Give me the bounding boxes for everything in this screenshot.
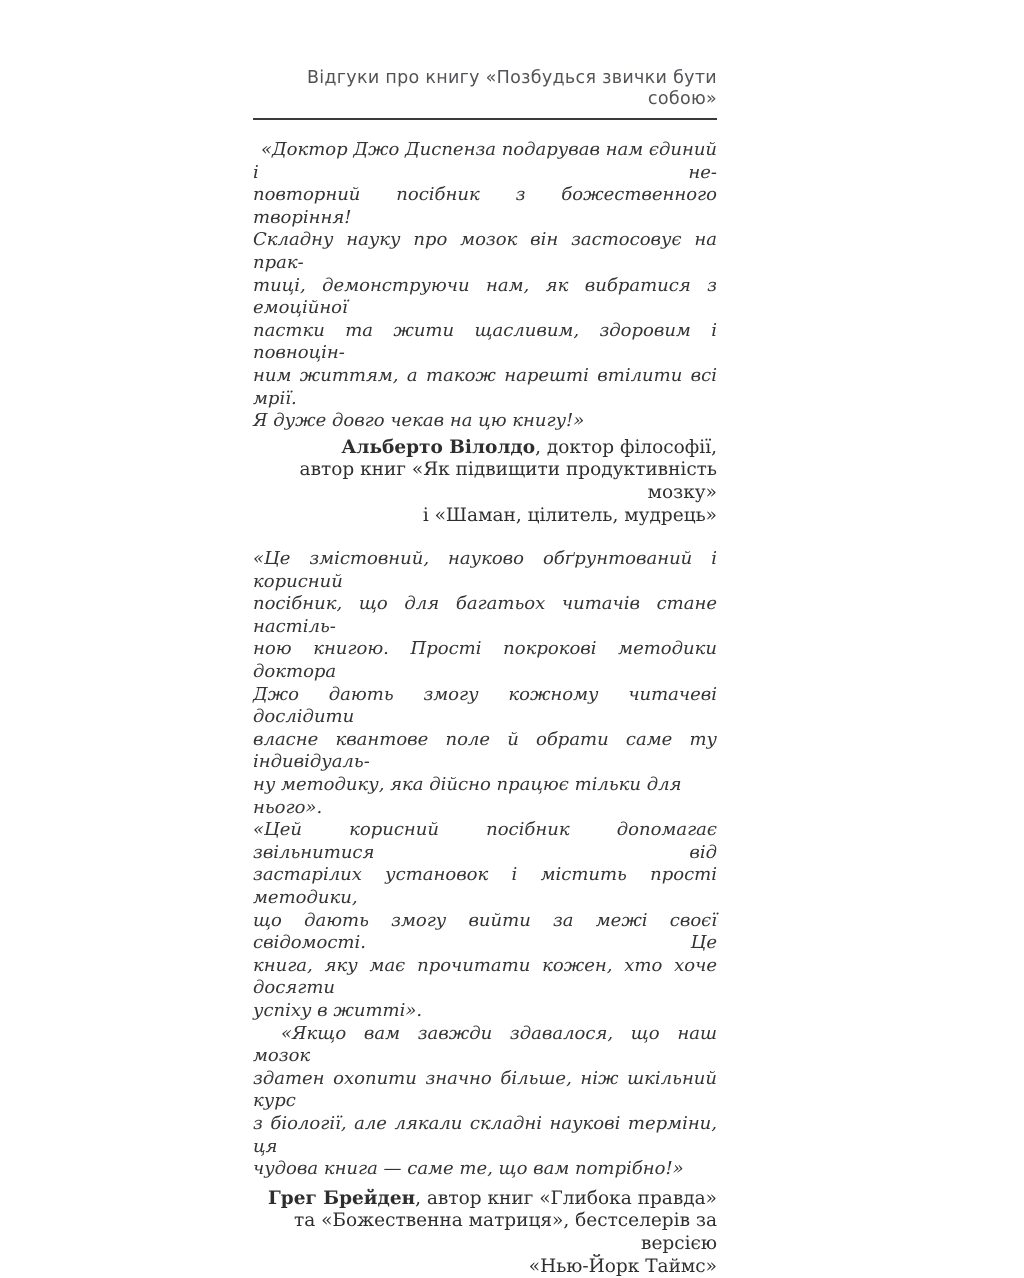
page-content — [253, 68, 717, 1278]
review-text-line: книга, яку має прочитати кожен, хто хоче досягти — [253, 955, 717, 1000]
review-text-line: пастки та жити щасливим, здоровим і повноцін- — [253, 320, 717, 365]
review-text-line: «Доктор Джо Диспенза подарував нам єдиний і не- — [253, 139, 717, 184]
review-text-line: Я дуже довго чекав на цю книгу!» — [253, 410, 717, 433]
review-text-line: Джо дають змогу кожному читачеві дослідити — [253, 684, 717, 729]
review-attribution-2 — [253, 1188, 717, 1278]
author-title-1: , доктор філософії, — [535, 437, 717, 458]
review-text-line: «Це змістовний, науково обґрунтований і корисний — [253, 548, 717, 593]
review-attribution-1 — [253, 437, 717, 527]
running-header-title: Відгуки про книгу «Позбудься звички бути собою» — [307, 68, 717, 109]
review-quote-1 — [253, 139, 717, 433]
attribution-line: «Нью-Йорк Таймс» — [253, 1256, 717, 1278]
review-text-line: з біології, але лякали складні наукові терміни, ця — [253, 1113, 717, 1158]
review-text-line: ну методику, яка дійсно працює тільки для нього». — [253, 774, 717, 819]
author-name-1: Альберто Вілолдо — [341, 437, 535, 458]
attribution-line — [253, 1188, 717, 1211]
review-text-line: ним життям, а також нарешті втілити всі мрії. — [253, 365, 717, 410]
review-text-line: що дають змогу вийти за межі своєї свідомості. Це — [253, 910, 717, 955]
review-text-line: здатен охопити значно більше, ніж шкільний курс — [253, 1068, 717, 1113]
review-text-line: успіху в житті». — [253, 1000, 717, 1023]
running-header — [253, 68, 717, 120]
attribution-line: і «Шаман, цілитель, мудрець» — [253, 505, 717, 528]
attribution-line: та «Божественна матриця», бестселерів за версією — [253, 1210, 717, 1255]
review-text-line: Складну науку про мозок він застосовує на прак- — [253, 229, 717, 274]
review-text-line: «Якщо вам завжди здавалося, що наш мозок — [253, 1023, 717, 1068]
review-text-line: «Цей корисний посібник допомагає звільнитися від — [253, 819, 717, 864]
review-text-line: чудова книга — саме те, що вам потрібно!» — [253, 1158, 717, 1181]
attribution-line — [253, 437, 717, 460]
review-text-line: власне квантове поле й обрати саме ту індивідуаль- — [253, 729, 717, 774]
author-name-2: Грег Брейден — [268, 1188, 415, 1209]
attribution-line: автор книг «Як підвищити продуктивність мозку» — [253, 459, 717, 504]
review-text-line: ною книгою. Прості покрокові методики доктора — [253, 638, 717, 683]
review-text-line: застарілих установок і містить прості методики, — [253, 864, 717, 909]
review-text-line: тиці, демонструючи нам, як вибратися з емоційної — [253, 275, 717, 320]
author-title-2: , автор книг «Глибока правда» — [415, 1188, 717, 1209]
review-text-line: посібник, що для багатьох читачів стане настіль- — [253, 593, 717, 638]
review-quote-2 — [253, 548, 717, 1181]
review-text-line: повторний посібник з божественного творіння! — [253, 184, 717, 229]
